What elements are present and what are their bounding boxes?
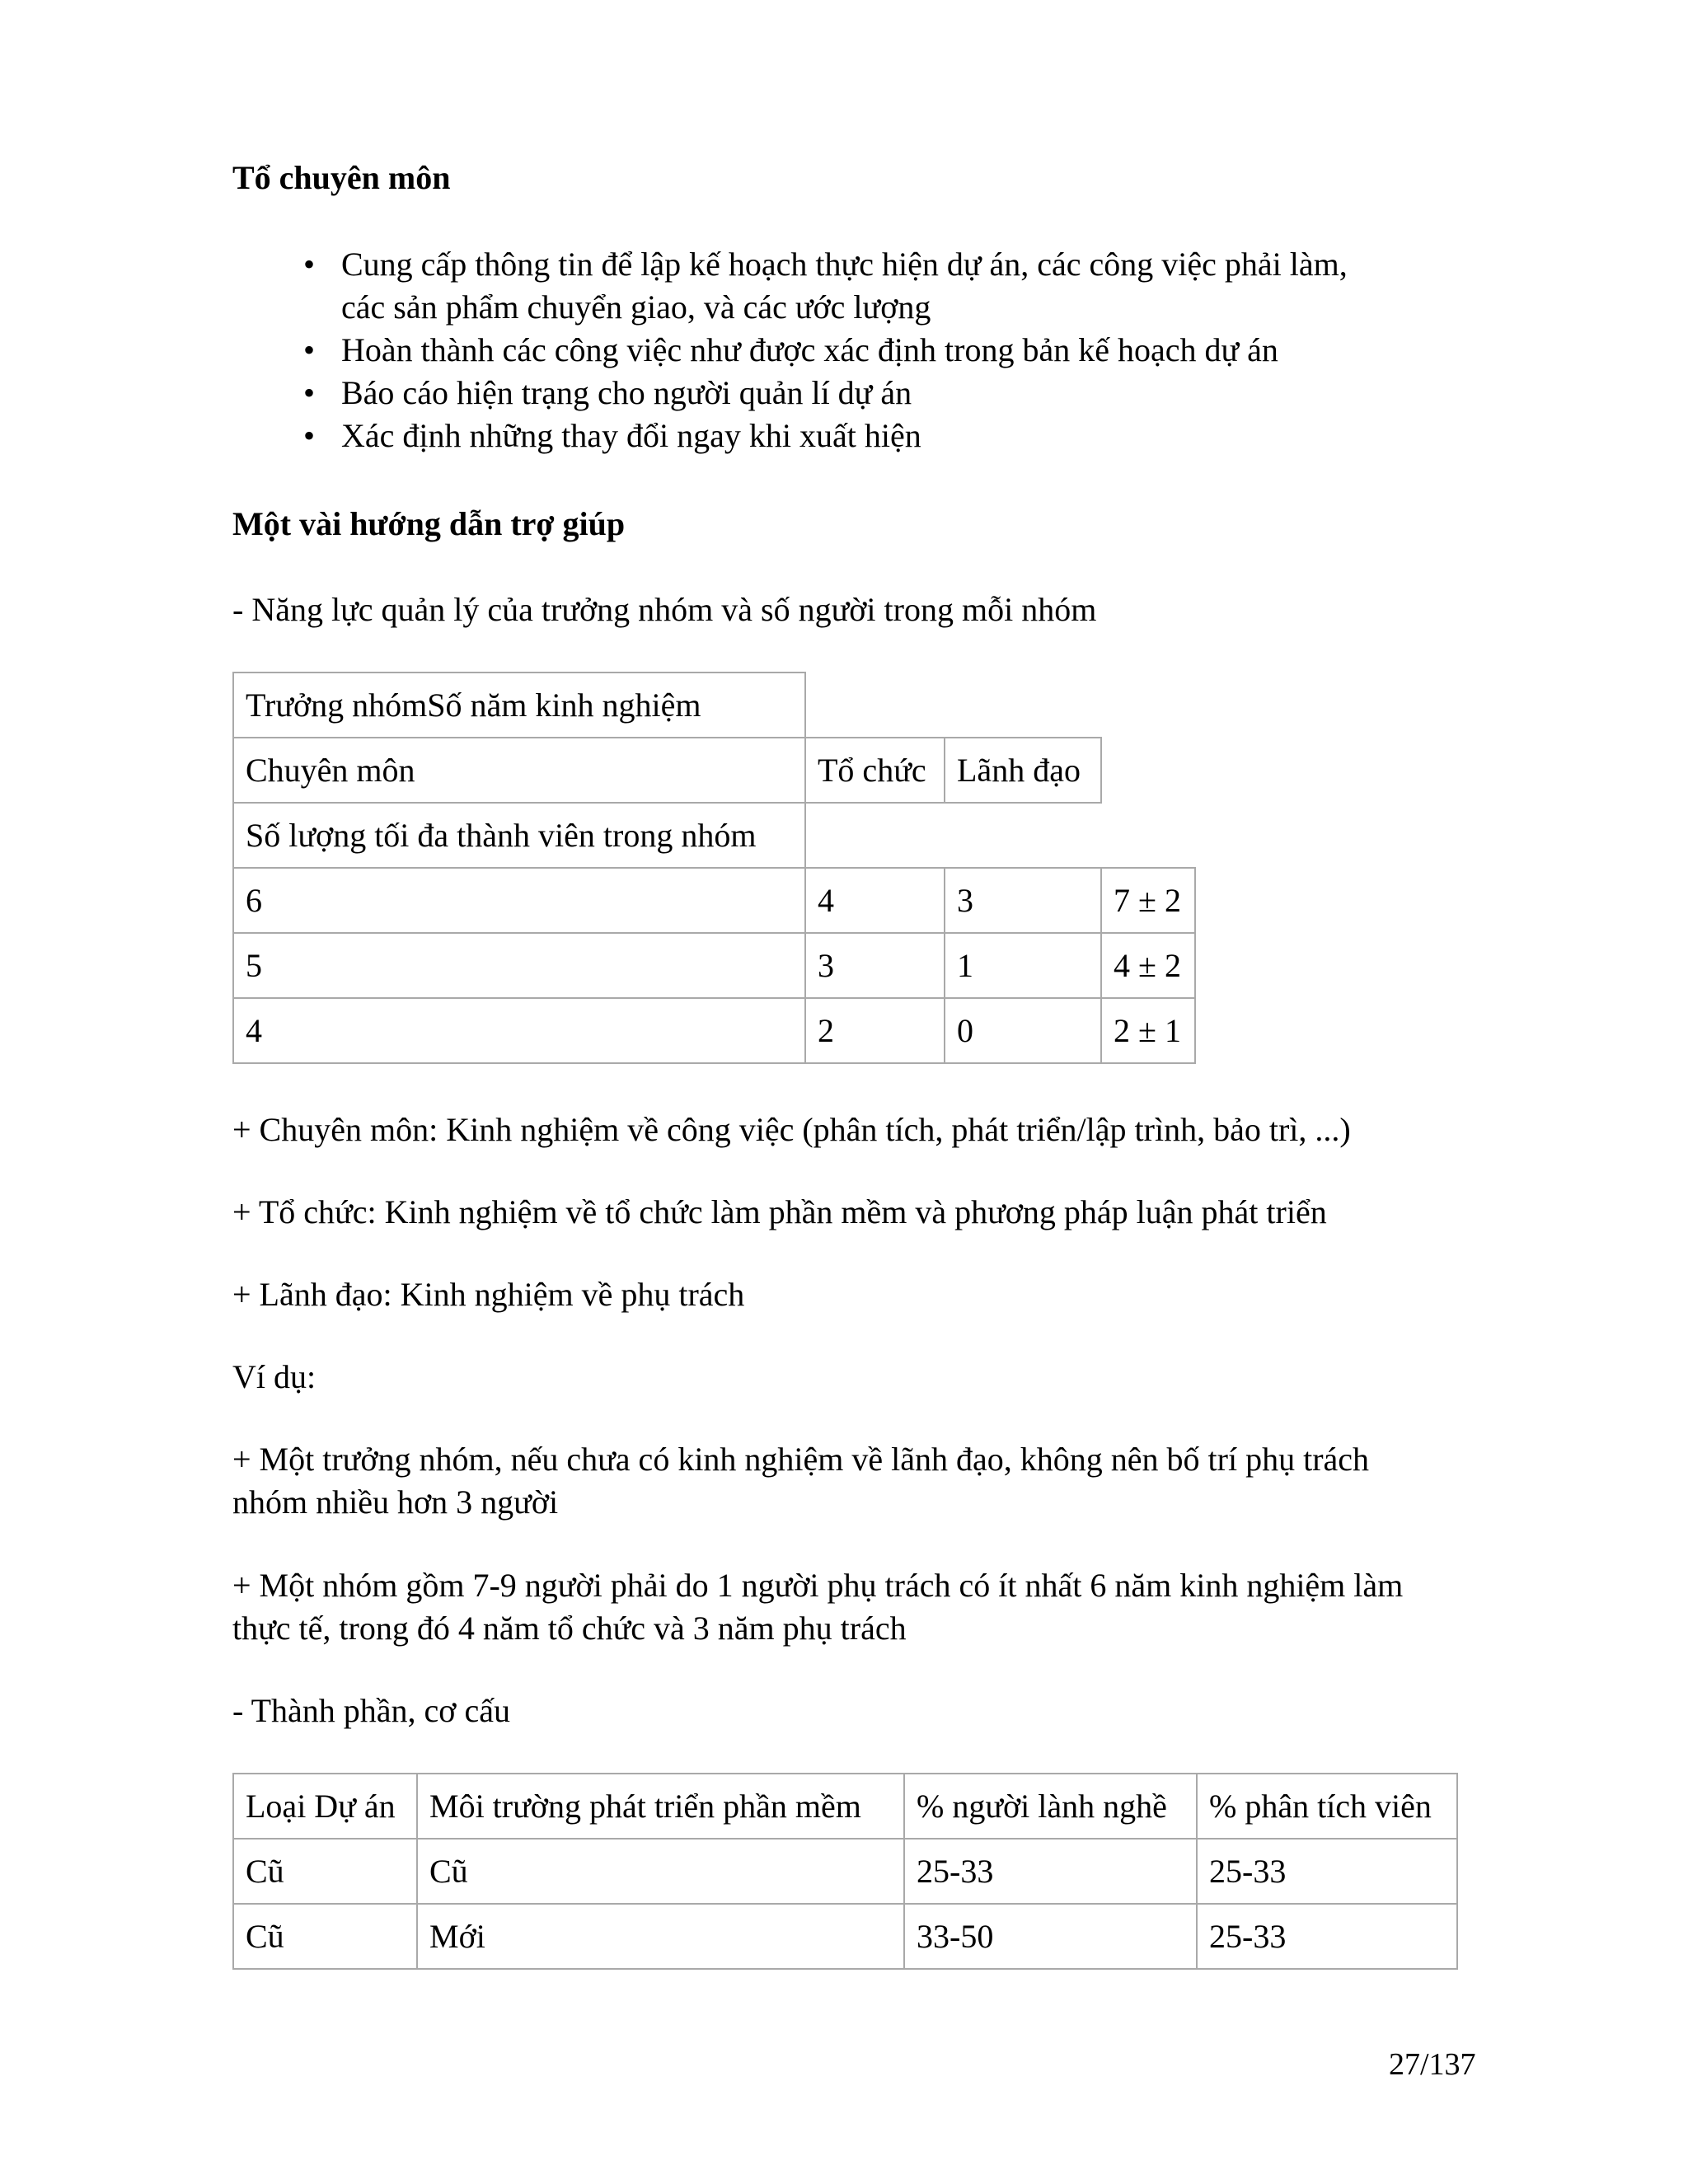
table-cell: Cũ [232, 1903, 418, 1970]
list-item-text: Xác định những thay đổi ngay khi xuất hiện [341, 417, 921, 454]
table-header-cell: Loại Dự án [232, 1773, 418, 1840]
table-cell: 1 [944, 932, 1102, 999]
bullet-icon: • [303, 417, 316, 454]
note-to-chuc: + Tổ chức: Kinh nghiệm về tổ chức làm phần mềm và phương pháp luận phát triển [232, 1193, 1327, 1230]
table-cell: 0 [944, 997, 1102, 1064]
table-header-cell: Trưởng nhómSố năm kinh nghiệm [232, 672, 806, 738]
list-item-text: Cung cấp thông tin để lập kế hoạch thực hiện dự án, các công việc phải làm, [341, 246, 1348, 283]
list-item-text: Hoàn thành các công việc như được xác định trong bản kế hoạch dự án [341, 331, 1278, 368]
example-1-line-2: nhóm nhiều hơn 3 người [232, 1483, 559, 1521]
table-header-cell: Môi trường phát triển phần mềm [416, 1773, 905, 1840]
list-item [232, 243, 1348, 329]
table-cell: 3 [944, 867, 1102, 934]
table-cell: Cũ [416, 1838, 905, 1905]
responsibility-list [232, 243, 1348, 457]
example-1-line-1: + Một trưởng nhóm, nếu chưa có kinh nghiệm về lãnh đạo, không nên bố trí phụ trách [232, 1441, 1370, 1478]
bullet-icon: • [303, 331, 316, 368]
bullet-icon: • [303, 374, 316, 411]
example-label: Ví dụ: [232, 1358, 316, 1395]
table-header-cell: % người lành nghề [903, 1773, 1198, 1840]
page-number: 27/137 [1389, 2047, 1476, 2082]
table-cell: 7 ± 2 [1100, 867, 1196, 934]
table-cell: 2 ± 1 [1100, 997, 1196, 1064]
table-cell: 25-33 [903, 1838, 1198, 1905]
table-cell: 25-33 [1196, 1838, 1458, 1905]
list-item-text-continued: các sản phẩm chuyển giao, và các ước lượng [341, 288, 931, 326]
table-header-cell: Tổ chức [804, 737, 945, 804]
table-cell: Cũ [232, 1838, 418, 1905]
table-header-cell: Lãnh đạo [944, 737, 1102, 804]
table-cell: 4 ± 2 [1100, 932, 1196, 999]
table-cell: 3 [804, 932, 945, 999]
list-item [232, 372, 1348, 415]
table-cell: 25-33 [1196, 1903, 1458, 1970]
note-lanh-dao: + Lãnh đạo: Kinh nghiệm về phụ trách [232, 1276, 745, 1313]
table-cell: 6 [232, 867, 806, 934]
heading-huong-dan: Một vài hướng dẫn trợ giúp [232, 505, 626, 542]
table-cell: 4 [232, 997, 806, 1064]
example-2-line-1: + Một nhóm gồm 7-9 người phải do 1 người phụ trách có ít nhất 6 năm kinh nghiệm làm [232, 1567, 1404, 1604]
table-cell: Mới [416, 1903, 905, 1970]
table-cell: 33-50 [903, 1903, 1198, 1970]
composition-label: - Thành phần, cơ cấu [232, 1692, 510, 1729]
table-header-cell: Số lượng tối đa thành viên trong nhóm [232, 802, 806, 869]
bullet-icon: • [303, 246, 316, 283]
heading-to-chuyen-mon: Tổ chuyên môn [232, 159, 451, 196]
list-item-text: Báo cáo hiện trạng cho người quản lí dự án [341, 374, 912, 411]
table-header-cell: Chuyên môn [232, 737, 806, 804]
note-chuyen-mon: + Chuyên môn: Kinh nghiệm về công việc (phân tích, phát triển/lập trình, bảo trì, ...) [232, 1111, 1351, 1148]
intro-text: - Năng lực quản lý của trưởng nhóm và số người trong mỗi nhóm [232, 591, 1097, 628]
example-2 [232, 1564, 1403, 1650]
table-cell: 5 [232, 932, 806, 999]
example-2-line-2: thực tế, trong đó 4 năm tổ chức và 3 năm phụ trách [232, 1610, 907, 1647]
table-header-cell: % phân tích viên [1196, 1773, 1458, 1840]
table-cell: 2 [804, 997, 945, 1064]
example-1 [232, 1438, 1369, 1524]
list-item [232, 329, 1348, 372]
table-cell: 4 [804, 867, 945, 934]
list-item [232, 415, 1348, 457]
